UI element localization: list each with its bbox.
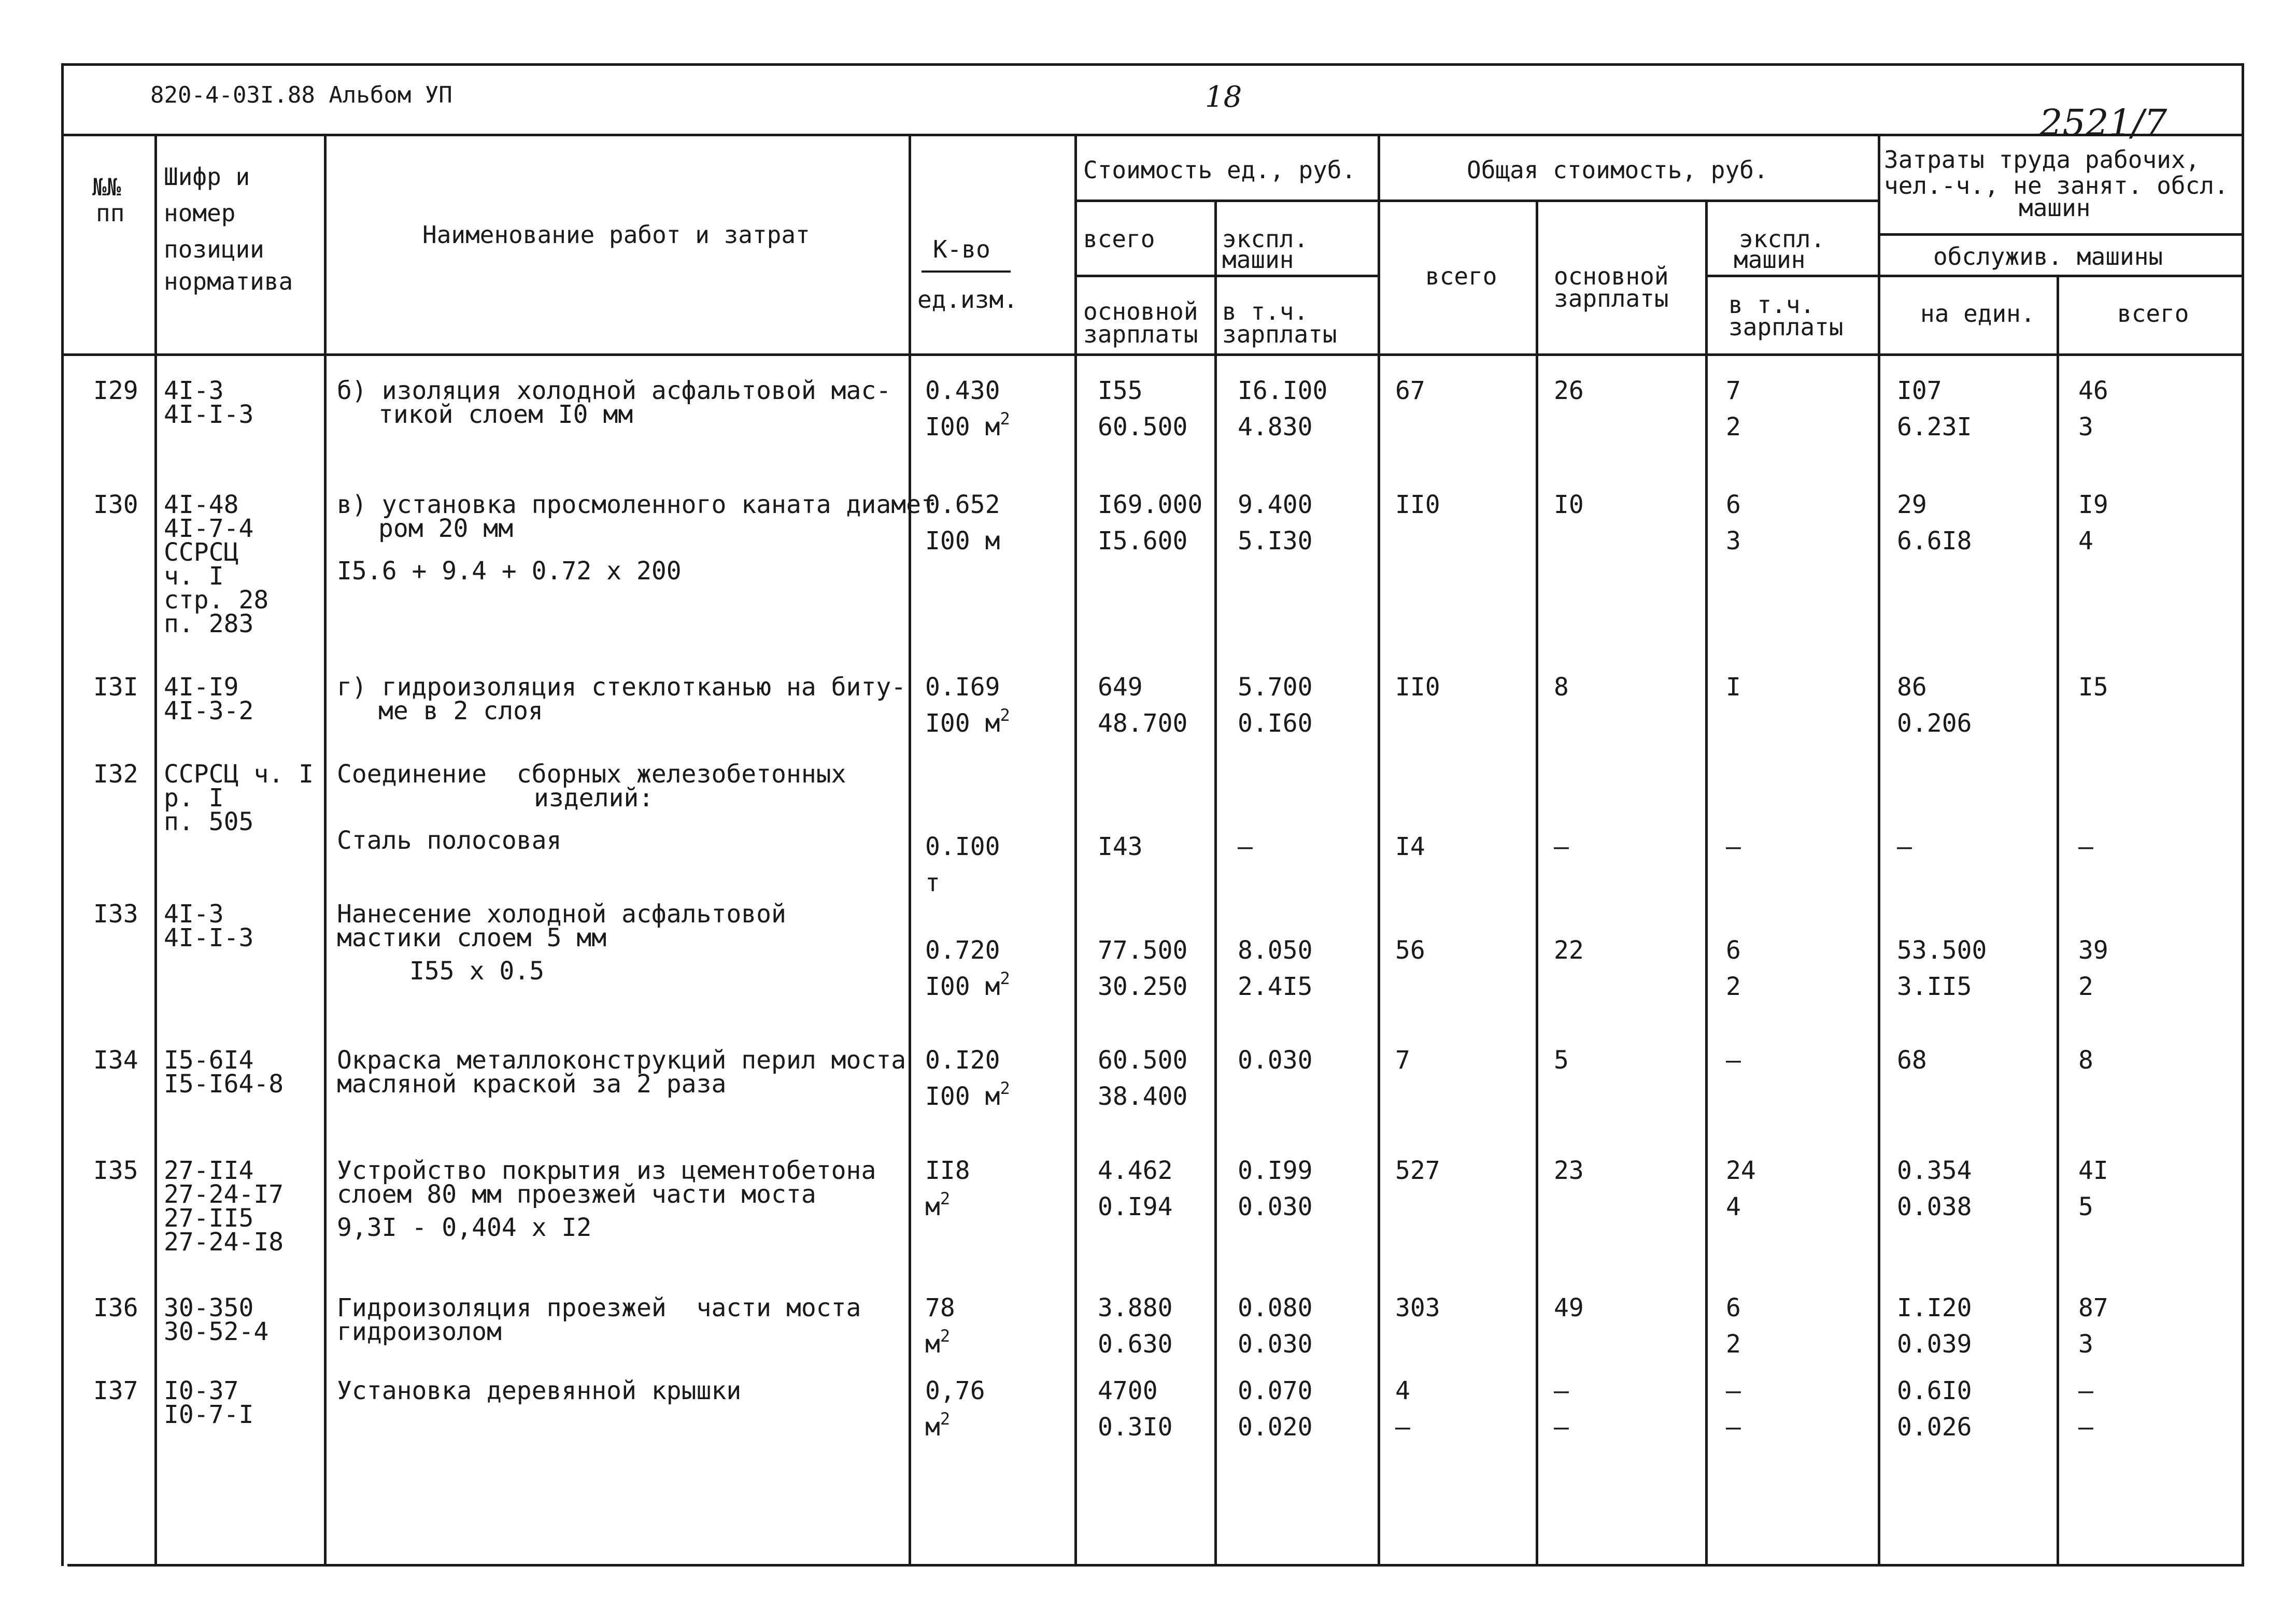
row-number: I32 [93, 760, 138, 789]
total-cost-extra: – [1395, 1413, 1410, 1442]
norm-code: 4I-7-4 [164, 514, 254, 543]
total-machine-wage: 2 [1726, 1330, 1741, 1359]
unit-cost-total: 4700 [1098, 1376, 1158, 1405]
quantity: 0.720 [925, 936, 1000, 965]
unit-cost-total: 4.462 [1098, 1156, 1173, 1185]
quantity: 0.430 [925, 376, 1000, 405]
quantity: II8 [925, 1156, 970, 1185]
unit-measure: I00 $м^2$ [925, 1078, 1010, 1111]
labor-total: I5 [2078, 673, 2108, 702]
calc-formula: Сталь полосовая [337, 826, 562, 855]
total-cost: 4 [1395, 1376, 1410, 1405]
unit-machine-cost: 0.030 [1238, 1046, 1313, 1075]
norm-code: 30-350 [164, 1293, 254, 1322]
service-per-unit: 6.23I [1897, 412, 1972, 442]
unit-cost-wage: 60.500 [1098, 412, 1188, 442]
work-name: слоем 80 мм проезжей части моста [337, 1180, 816, 1209]
work-name: Устройство покрытия из цементобетона [337, 1156, 876, 1185]
norm-code: 27-II4 [164, 1156, 254, 1185]
row-number: I35 [93, 1156, 138, 1185]
unit-machine-wage: 0.020 [1238, 1413, 1313, 1442]
work-name: масляной краской за 2 раза [337, 1070, 727, 1099]
unit-cost-wage: 0.I94 [1098, 1192, 1173, 1221]
total-machine-wage: 2 [1726, 412, 1741, 442]
service-total: 3 [2078, 1330, 2093, 1359]
labor-total: – [2078, 1376, 2093, 1405]
quantity: 0,76 [925, 1376, 985, 1405]
unit-exponent: 2 [940, 1326, 951, 1346]
work-name: Окраска металлоконструкций перил моста [337, 1046, 906, 1075]
norm-code: ССРСЦ ч. I [164, 760, 314, 789]
unit-exponent: 2 [1000, 969, 1010, 988]
unit-machine-wage: 2.4I5 [1238, 972, 1313, 1001]
norm-code: п. 283 [164, 609, 254, 638]
labor-per-unit: I.I20 [1897, 1293, 1972, 1322]
page-number: 18 [1205, 80, 1242, 114]
norm-code: р. I [164, 784, 224, 813]
unit-cost-wage: 30.250 [1098, 972, 1188, 1001]
row-number: I29 [93, 376, 138, 405]
total-machine: 7 [1726, 376, 1741, 405]
labor-total: – [2078, 832, 2093, 861]
header-labor-service: обслужив. машины [1933, 243, 2163, 270]
norm-code: ССРСЦ [164, 538, 239, 567]
norm-code: 4I-3-2 [164, 696, 254, 725]
unit-machine-cost: 0.070 [1238, 1376, 1313, 1405]
total-machine: 6 [1726, 490, 1741, 519]
header-unit-wage-2: зарплаты [1083, 320, 1198, 348]
labor-per-unit: – [1897, 832, 1912, 861]
row-number: I37 [93, 1376, 138, 1405]
header-total-incl-1: в т.ч. [1728, 291, 1815, 319]
unit-exponent: 2 [1000, 1078, 1010, 1098]
total-cost: 56 [1395, 936, 1425, 965]
total-wage: – [1554, 832, 1569, 861]
header-total-machine-2: машин [1734, 246, 1806, 274]
unit-cost-wage: 48.700 [1098, 709, 1188, 738]
header-unit-machine-2: машин [1222, 246, 1294, 274]
unit-measure: $м^2$ [925, 1409, 951, 1442]
total-cost: 527 [1395, 1156, 1440, 1185]
norm-code: 27-24-I8 [164, 1228, 284, 1257]
quantity: 78 [925, 1293, 955, 1322]
unit-exponent: 2 [1000, 705, 1010, 725]
total-cost: 7 [1395, 1046, 1410, 1075]
work-name: ме в 2 слоя [378, 696, 543, 725]
header-total-machine-1: экспл. [1739, 225, 1825, 253]
norm-code: 4I-3 [164, 900, 224, 929]
unit-cost-total: I55 [1098, 376, 1143, 405]
service-per-unit: 0.026 [1897, 1413, 1972, 1442]
labor-per-unit: 0.354 [1897, 1156, 1972, 1185]
header-labor-unit: на един. [1920, 300, 2035, 328]
norm-code: I0-37 [164, 1376, 239, 1405]
header-qty: К-во [933, 235, 990, 263]
labor-per-unit: 29 [1897, 490, 1927, 519]
service-total: 3 [2078, 412, 2093, 442]
work-name: г) гидроизоляция стеклотканью на биту- [337, 673, 906, 702]
unit-cost-wage: 0.630 [1098, 1330, 1173, 1359]
header-code-2: номер [164, 199, 236, 227]
labor-per-unit: 86 [1897, 673, 1927, 702]
labor-total: 87 [2078, 1293, 2108, 1322]
norm-code: I5-6I4 [164, 1046, 254, 1075]
unit-exponent: 2 [1000, 409, 1010, 429]
service-total: 2 [2078, 972, 2093, 1001]
unit-machine-cost: 5.700 [1238, 673, 1313, 702]
work-name: Соединение сборных железобетонных [337, 760, 846, 789]
total-cost: 67 [1395, 376, 1425, 405]
quantity: 0.I20 [925, 1046, 1000, 1075]
labor-total: 39 [2078, 936, 2108, 965]
service-per-unit: 3.II5 [1897, 972, 1972, 1001]
norm-code: 30-52-4 [164, 1317, 269, 1346]
work-name: Гидроизоляция проезжей части моста [337, 1293, 861, 1322]
document-reference: 820-4-03I.88 Альбом УП [150, 82, 452, 108]
work-name: мастики слоем 5 мм [337, 923, 607, 952]
unit-measure: I00 $м^2$ [925, 969, 1010, 1001]
total-wage: I0 [1554, 490, 1584, 519]
total-wage: 23 [1554, 1156, 1584, 1185]
total-machine: – [1726, 1376, 1741, 1405]
total-machine: – [1726, 1046, 1741, 1075]
unit-exponent: 2 [940, 1409, 951, 1429]
header-total-wage-2: зарплаты [1554, 284, 1669, 312]
norm-code: 4I-48 [164, 490, 239, 519]
norm-code: п. 505 [164, 807, 254, 836]
total-cost: II0 [1395, 490, 1440, 519]
work-name: ром 20 мм [378, 514, 514, 543]
header-num-1: №№ [92, 173, 121, 201]
quantity: 0.652 [925, 490, 1000, 519]
unit-machine-cost: 9.400 [1238, 490, 1313, 519]
unit-machine-cost: I6.I00 [1238, 376, 1328, 405]
calc-formula: I5.6 + 9.4 + 0.72 х 200 [337, 557, 682, 586]
service-per-unit: 6.6I8 [1897, 526, 1972, 556]
unit-cost-wage: 0.3I0 [1098, 1413, 1173, 1442]
labor-total: 46 [2078, 376, 2108, 405]
labor-per-unit: 0.6I0 [1897, 1376, 1972, 1405]
header-total-cost: Общая стоимость, руб. [1467, 156, 1768, 184]
labor-total: 4I [2078, 1156, 2108, 1185]
calc-formula: 9,3I - 0,404 х I2 [337, 1213, 592, 1242]
total-wage: 26 [1554, 376, 1584, 405]
header-labor-total: всего [2117, 300, 2189, 328]
service-per-unit: 0.038 [1897, 1192, 1972, 1221]
unit-cost-wage: 38.400 [1098, 1082, 1188, 1111]
calc-formula: I55 х 0.5 [409, 957, 545, 986]
header-code-1: Шифр и [164, 163, 250, 191]
total-wage: 22 [1554, 936, 1584, 965]
row-number: I34 [93, 1046, 138, 1075]
service-per-unit: 0.206 [1897, 709, 1972, 738]
unit-measure: I00 м [925, 526, 1000, 556]
norm-code: I5-I64-8 [164, 1070, 284, 1099]
header-unit: ед.изм. [917, 286, 1018, 314]
work-name: в) установка просмоленного каната диамет [337, 490, 936, 519]
total-machine-wage: 2 [1726, 972, 1741, 1001]
total-wage: 49 [1554, 1293, 1584, 1322]
quantity: 0.I69 [925, 673, 1000, 702]
total-wage: – [1554, 1376, 1569, 1405]
header-unit-cost: Стоимость ед., руб. [1083, 156, 1356, 184]
norm-code: стр. 28 [164, 586, 269, 615]
header-unit-total: всего [1083, 225, 1155, 253]
unit-cost-total: 649 [1098, 673, 1143, 702]
service-total: 4 [2078, 526, 2093, 556]
unit-cost-total: 3.880 [1098, 1293, 1173, 1322]
total-machine: 24 [1726, 1156, 1756, 1185]
service-per-unit: 0.039 [1897, 1330, 1972, 1359]
labor-per-unit: 53.500 [1897, 936, 1987, 965]
work-name: тикой слоем I0 мм [378, 400, 633, 429]
unit-machine-wage: 0.030 [1238, 1192, 1313, 1221]
header-code-4: норматива [164, 267, 293, 295]
row-number: I36 [93, 1293, 138, 1322]
norm-code: ч. I [164, 562, 224, 591]
unit-measure: т [925, 869, 940, 898]
unit-cost-total: 60.500 [1098, 1046, 1188, 1075]
header-name: Наименование работ и затрат [422, 221, 810, 249]
unit-measure: I00 $м^2$ [925, 705, 1010, 738]
header-num-2: пп [96, 199, 125, 227]
norm-code: 27-II5 [164, 1204, 254, 1233]
unit-machine-cost: – [1238, 832, 1253, 861]
norm-code: 4I-I9 [164, 673, 239, 702]
service-total: 5 [2078, 1192, 2093, 1221]
labor-per-unit: I07 [1897, 376, 1942, 405]
header-total-all: всего [1425, 262, 1497, 290]
norm-code: I0-7-I [164, 1400, 254, 1429]
unit-machine-cost: 0.080 [1238, 1293, 1313, 1322]
total-wage-extra: – [1554, 1413, 1569, 1442]
total-machine: 6 [1726, 936, 1741, 965]
total-cost: II0 [1395, 673, 1440, 702]
norm-code: 4I-I-3 [164, 923, 254, 952]
total-cost: I4 [1395, 832, 1425, 861]
unit-measure: $м^2$ [925, 1189, 951, 1221]
row-number: I33 [93, 900, 138, 929]
unit-machine-wage: 0.030 [1238, 1330, 1313, 1359]
total-machine: 6 [1726, 1293, 1741, 1322]
total-machine: I [1726, 673, 1741, 702]
labor-per-unit: 68 [1897, 1046, 1927, 1075]
total-machine: – [1726, 832, 1741, 861]
unit-machine-wage: 0.I60 [1238, 709, 1313, 738]
work-name: гидроизолом [337, 1317, 502, 1346]
unit-measure: I00 $м^2$ [925, 409, 1010, 442]
unit-machine-cost: 8.050 [1238, 936, 1313, 965]
work-name: Нанесение холодной асфальтовой [337, 900, 786, 929]
unit-machine-wage: 4.830 [1238, 412, 1313, 442]
labor-total: 8 [2078, 1046, 2093, 1075]
row-number: I3I [93, 673, 138, 702]
unit-cost-total: I43 [1098, 832, 1143, 861]
total-wage: 8 [1554, 673, 1569, 702]
norm-code: 4I-I-3 [164, 400, 254, 429]
header-labor-2: чел.-ч., не занят. обсл. [1884, 172, 2229, 200]
unit-cost-total: I69.000 [1098, 490, 1203, 519]
total-wage: 5 [1554, 1046, 1569, 1075]
row-number: I30 [93, 490, 138, 519]
header-total-incl-2: зарплаты [1728, 313, 1844, 341]
norm-code: 27-24-I7 [164, 1180, 284, 1209]
header-labor-3: машин [2019, 194, 2091, 222]
total-machine-wage: 3 [1726, 526, 1741, 556]
unit-exponent: 2 [940, 1189, 951, 1208]
unit-cost-total: 77.500 [1098, 936, 1188, 965]
labor-total: I9 [2078, 490, 2108, 519]
header-unit-incl-2: зарплаты [1222, 320, 1337, 348]
work-name: изделий: [534, 784, 654, 813]
quantity: 0.I00 [925, 832, 1000, 861]
unit-machine-cost: 0.I99 [1238, 1156, 1313, 1185]
unit-cost-wage: I5.600 [1098, 526, 1188, 556]
work-name: Установка деревянной крышки [337, 1376, 742, 1405]
unit-machine-wage: 5.I30 [1238, 526, 1313, 556]
header-code-3: позиции [164, 235, 264, 263]
sheet-mark: 2521/7 [2039, 102, 2167, 144]
norm-code: 4I-3 [164, 376, 224, 405]
header-unit-machine-1: экспл. [1222, 225, 1309, 253]
header-labor-1: Затраты труда рабочих, [1884, 146, 2200, 174]
total-machine-wage: – [1726, 1413, 1741, 1442]
header-total-wage-1: основной [1554, 262, 1669, 290]
total-machine-wage: 4 [1726, 1192, 1741, 1221]
unit-measure: $м^2$ [925, 1326, 951, 1359]
service-total: – [2078, 1413, 2093, 1442]
header-unit-incl-1: в т.ч. [1222, 297, 1309, 325]
work-name: б) изоляция холодной асфальтовой мас- [337, 376, 891, 405]
header-unit-wage-1: основной [1083, 297, 1198, 325]
total-cost: 303 [1395, 1293, 1440, 1322]
